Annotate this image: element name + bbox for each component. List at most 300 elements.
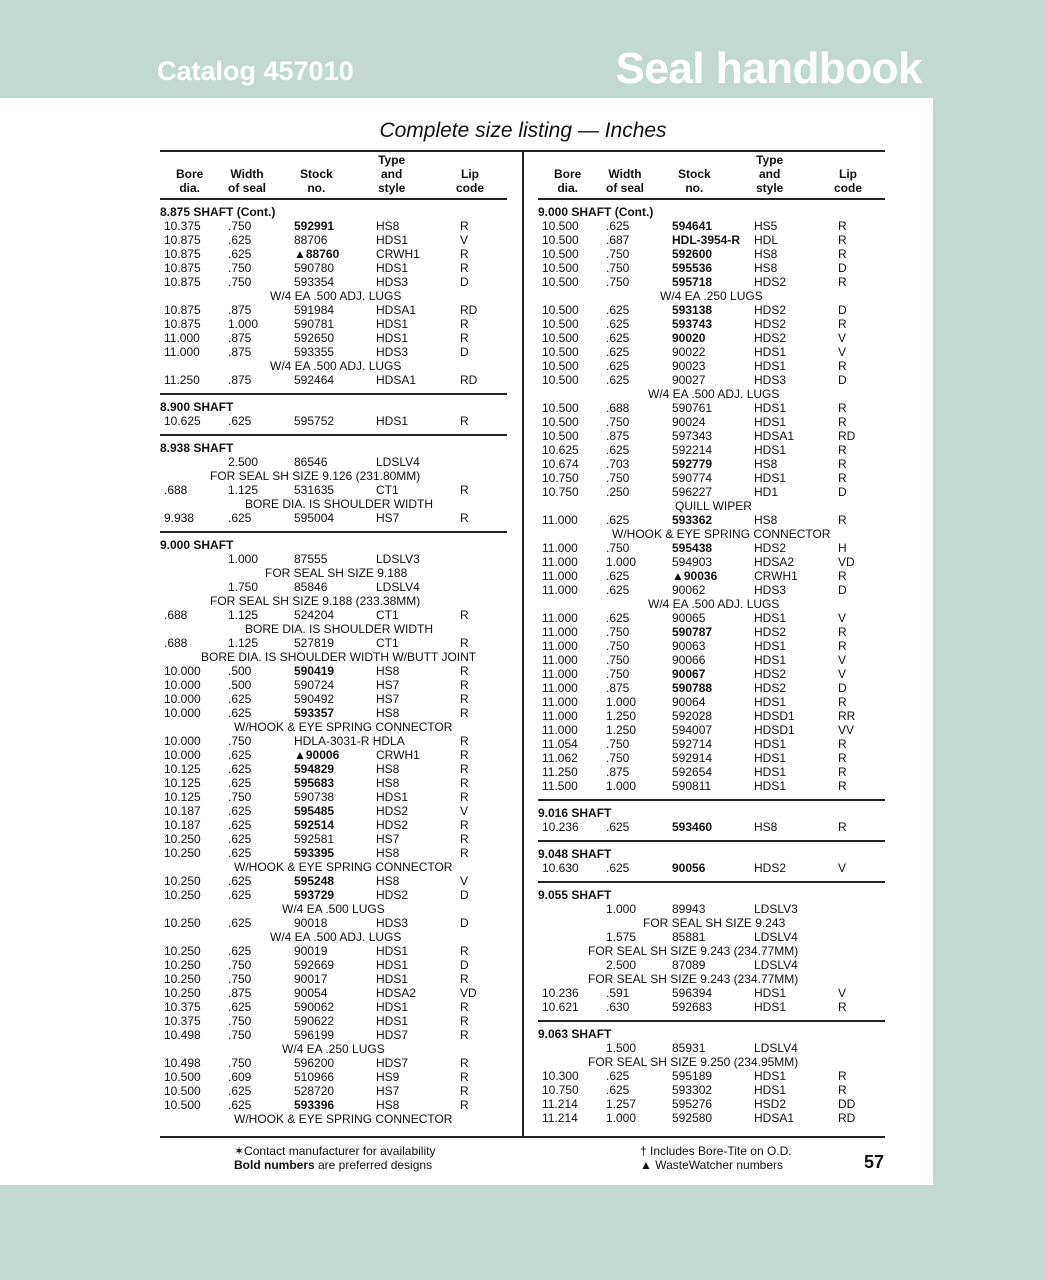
seal-width: 1.250	[606, 723, 637, 737]
type-style: HDS1	[754, 1083, 787, 1097]
bore-dia: 10.125	[164, 790, 201, 804]
seal-width: 1.000	[606, 695, 637, 709]
seal-width: .750	[606, 541, 630, 555]
type-style: HS5	[754, 219, 778, 233]
stock-no: 592214	[672, 443, 713, 457]
stock-no: 590811	[672, 779, 712, 793]
lip-code: R	[838, 765, 847, 779]
bore-dia: 10.500	[164, 1098, 201, 1112]
row-note: FOR SEAL SH SIZE 9.188	[265, 566, 408, 580]
lip-code: R	[460, 944, 469, 958]
bore-dia: 11.000	[542, 569, 578, 583]
bore-dia: 10.625	[542, 443, 579, 457]
type-style: HDSA2	[376, 986, 417, 1000]
header-width-line: Width	[230, 167, 264, 181]
table-row	[160, 706, 507, 720]
table-row	[160, 1028, 507, 1042]
table-row	[160, 580, 507, 594]
type-style: HDS1	[754, 695, 787, 709]
type-style: HDS1	[376, 790, 409, 804]
table-row	[538, 667, 885, 681]
bore-dia: 11.214	[542, 1097, 578, 1111]
stock-no: 531635	[294, 483, 335, 497]
lip-code: R	[460, 414, 469, 428]
table-row	[160, 317, 507, 331]
stock-no: 592654	[672, 765, 713, 779]
stock-no: 597343	[672, 429, 713, 443]
stock-no: ▲88760	[294, 247, 340, 261]
seal-width: 1.125	[228, 483, 259, 497]
stock-no: 90023	[672, 359, 706, 373]
stock-no: ▲90006	[294, 748, 340, 762]
stock-no: 591984	[294, 303, 335, 317]
stock-no: 592028	[672, 709, 713, 723]
type-style: HDS1	[754, 611, 787, 625]
type-style: HDS1	[376, 317, 409, 331]
stock-no: 595536	[672, 261, 713, 275]
stock-no: 596199	[294, 1028, 335, 1042]
bore-dia: 10.500	[542, 261, 579, 275]
bore-dia: 10.875	[164, 303, 201, 317]
table-row	[160, 219, 507, 233]
lip-code: R	[460, 706, 469, 720]
bore-dia: 10.500	[542, 359, 579, 373]
table-row	[160, 748, 507, 762]
type-style: HDS1	[376, 1014, 409, 1028]
seal-width: .625	[228, 818, 252, 832]
shaft-section	[538, 1022, 885, 1125]
lip-code: R	[838, 569, 847, 583]
seal-width: .625	[606, 569, 630, 583]
table-row	[538, 373, 885, 387]
type-style: HS8	[376, 762, 400, 776]
lip-code: R	[838, 247, 847, 261]
table-row	[538, 1041, 885, 1055]
lip-code: D	[838, 485, 847, 499]
type-style: HDS3	[376, 275, 409, 289]
bore-dia: 11.214	[542, 1111, 578, 1125]
seal-width: .591	[606, 986, 630, 1000]
footer-bold-note	[234, 1158, 435, 1172]
left-column	[160, 152, 507, 1126]
lip-code: R	[460, 1028, 469, 1042]
bore-dia: 11.000	[542, 611, 578, 625]
bore-dia: 11.500	[542, 779, 578, 793]
stock-no: 594903	[672, 555, 713, 569]
stock-no: 90022	[672, 345, 706, 359]
type-style: LDSLV3	[376, 552, 420, 566]
bore-dia: 11.000	[164, 331, 200, 345]
table-row	[538, 902, 885, 916]
seal-width: .750	[606, 625, 630, 639]
seal-width: .625	[228, 762, 252, 776]
stock-no: 510966	[294, 1070, 335, 1084]
type-style: HDS1	[754, 1069, 787, 1083]
type-style: LDSLV4	[376, 455, 420, 469]
type-style: HDL	[754, 233, 779, 247]
table-row	[538, 1097, 885, 1111]
table-row	[538, 555, 885, 569]
seal-width: .625	[606, 317, 630, 331]
table-row	[160, 1056, 507, 1070]
table-row	[538, 233, 885, 247]
lip-code: R	[838, 359, 847, 373]
bore-dia: 10.250	[164, 986, 201, 1000]
stock-no: 592600	[672, 247, 713, 261]
row-note: W/HOOK & EYE SPRING CONNECTOR	[234, 860, 453, 874]
table-row	[538, 681, 885, 695]
stock-no: 592714	[672, 737, 713, 751]
type-style: HDS1	[754, 765, 787, 779]
type-style: CRWH1	[754, 569, 798, 583]
bore-dia: 9.938	[164, 511, 195, 525]
table-row	[538, 653, 885, 667]
lip-code: RD	[460, 373, 478, 387]
bore-dia: 10.125	[164, 776, 201, 790]
bore-dia: 10.875	[164, 261, 201, 275]
type-style: HDS3	[754, 373, 787, 387]
type-style: HS8	[376, 776, 400, 790]
bore-dia: 11.000	[542, 541, 578, 555]
seal-width: .625	[228, 944, 252, 958]
seal-width: .750	[606, 247, 630, 261]
lip-code: R	[838, 513, 847, 527]
seal-width: .625	[228, 414, 252, 428]
footer-bold-rest: are preferred designs	[314, 1158, 433, 1172]
table-row	[538, 1069, 885, 1083]
stock-no: 595189	[672, 1069, 713, 1083]
seal-width: 1.750	[228, 580, 259, 594]
stock-no: 593396	[294, 1098, 335, 1112]
bore-dia: 10.000	[164, 734, 201, 748]
lip-code: R	[838, 317, 847, 331]
lip-code: R	[460, 317, 469, 331]
header-bore-line: dia.	[557, 181, 578, 195]
seal-width: .750	[606, 639, 630, 653]
seal-width: .500	[228, 678, 252, 692]
bore-dia: 11.000	[542, 639, 578, 653]
stock-no: 594829	[294, 762, 335, 776]
lip-code: R	[838, 1083, 847, 1097]
table-row	[538, 401, 885, 415]
seal-width: .625	[228, 706, 252, 720]
bore-dia: 11.000	[542, 723, 578, 737]
table-row	[538, 541, 885, 555]
page-subtitle: Complete size listing — Inches	[379, 119, 667, 142]
right-column	[538, 152, 885, 1125]
row-note: FOR SEAL SH SIZE 9.126 (231.80MM)	[210, 469, 421, 483]
seal-width: .750	[228, 1014, 252, 1028]
table-row	[538, 359, 885, 373]
bore-dia: 10.300	[542, 1069, 579, 1083]
seal-width: .625	[606, 1083, 630, 1097]
shaft-section-title: 8.875 SHAFT (Cont.)	[160, 205, 276, 219]
shaft-section-title: 9.000 SHAFT	[160, 538, 234, 552]
table-row	[538, 331, 885, 345]
stock-no: 90067	[672, 667, 706, 681]
lip-code: R	[460, 1000, 469, 1014]
row-note: W/4 EA .500 LUGS	[282, 902, 385, 916]
lip-code: R	[460, 748, 469, 762]
seal-width: .625	[606, 861, 630, 875]
lip-code: R	[460, 331, 469, 345]
table-row	[538, 1000, 885, 1014]
type-style: HDS1	[754, 345, 787, 359]
lip-code: R	[838, 779, 847, 793]
table-row	[538, 219, 885, 233]
bore-dia: 10.674	[542, 457, 579, 471]
row-note: FOR SEAL SH SIZE 9.243 (234.77MM)	[588, 944, 799, 958]
type-style: HDS2	[754, 275, 787, 289]
shaft-section	[538, 801, 885, 842]
bore-dia: 10.630	[542, 861, 579, 875]
lip-code: R	[838, 219, 847, 233]
lip-code: R	[460, 664, 469, 678]
table-row	[538, 513, 885, 527]
type-style: HDS1	[376, 972, 409, 986]
lip-code: V	[460, 804, 469, 818]
type-style: HDS1	[376, 261, 409, 275]
stock-no: 595752	[294, 414, 335, 428]
bore-dia: 10.500	[542, 219, 579, 233]
lip-code: R	[460, 247, 469, 261]
type-style: LDSLV4	[376, 580, 420, 594]
seal-width: .625	[606, 611, 630, 625]
stock-no: 590492	[294, 692, 335, 706]
seal-width: 1.575	[606, 930, 637, 944]
seal-width: .875	[228, 331, 252, 345]
stock-no: 590062	[294, 1000, 335, 1014]
seal-width: 1.000	[606, 555, 637, 569]
seal-width: .750	[606, 653, 630, 667]
footer-right-notes	[640, 1144, 792, 1172]
seal-width: .750	[228, 219, 252, 233]
bore-dia: 10.750	[542, 485, 579, 499]
type-style: HS8	[754, 820, 778, 834]
type-style: HDS7	[376, 1056, 409, 1070]
table-row	[160, 414, 507, 428]
stock-no: 592650	[294, 331, 335, 345]
seal-width: .625	[228, 804, 252, 818]
seal-width: .750	[228, 1056, 252, 1070]
seal-width: .750	[606, 471, 630, 485]
seal-width: 1.500	[606, 1041, 637, 1055]
stock-no: 593743	[672, 317, 713, 331]
stock-no: 90066	[672, 653, 706, 667]
lip-code: V	[838, 331, 847, 345]
type-style: HDS1	[754, 401, 787, 415]
seal-width: .625	[228, 748, 252, 762]
seal-width: .625	[228, 1098, 252, 1112]
seal-width: .875	[606, 681, 630, 695]
stock-no: 87555	[294, 552, 328, 566]
header-type	[756, 153, 783, 195]
row-note: QUILL WIPER	[675, 499, 752, 513]
footer-wastewatcher-note: ▲ WasteWatcher numbers	[640, 1158, 784, 1172]
stock-no: 596394	[672, 986, 713, 1000]
stock-no: 595718	[672, 275, 713, 289]
footer-boretite-note: † Includes Bore-Tite on O.D.	[640, 1144, 792, 1158]
seal-width: .625	[606, 513, 630, 527]
bore-dia: 10.500	[542, 303, 579, 317]
shaft-section	[538, 200, 885, 801]
table-row	[160, 916, 507, 930]
bore-dia: 10.500	[542, 275, 579, 289]
stock-no: 595438	[672, 541, 713, 555]
table-row	[160, 776, 507, 790]
bore-dia: 10.500	[542, 247, 579, 261]
stock-no: 90017	[294, 972, 328, 986]
type-style: LDSLV4	[754, 958, 798, 972]
table-row	[538, 723, 885, 737]
type-style: HDSA2	[754, 555, 795, 569]
header-width	[606, 167, 644, 195]
row-note: FOR SEAL SH SIZE 9.243 (234.77MM)	[588, 972, 799, 986]
seal-width: .625	[606, 219, 630, 233]
type-style: HDS2	[754, 625, 787, 639]
row-note: W/4 EA .500 ADJ. LUGS	[270, 289, 402, 303]
type-style: HDS2	[754, 541, 787, 555]
table-row	[538, 695, 885, 709]
seal-width: .625	[606, 443, 630, 457]
lip-code: R	[460, 511, 469, 525]
bore-dia: 10.187	[164, 804, 201, 818]
shaft-section	[160, 533, 507, 1126]
type-style: HDS1	[754, 986, 787, 1000]
table-row	[538, 986, 885, 1000]
type-style: HDS2	[754, 681, 787, 695]
table-row	[538, 443, 885, 457]
stock-no: 90065	[672, 611, 706, 625]
footer-contact-note: ✶Contact manufacturer for availability	[234, 1144, 436, 1158]
lip-code: R	[838, 820, 847, 834]
bore-dia: 11.000	[542, 709, 578, 723]
seal-width: .875	[228, 373, 252, 387]
shaft-section-title: 9.000 SHAFT (Cont.)	[538, 205, 654, 219]
bore-dia: 11.000	[542, 681, 578, 695]
seal-width: .750	[228, 734, 252, 748]
seal-width: 1.125	[228, 608, 259, 622]
footer-left-notes	[234, 1144, 435, 1172]
lip-code: D	[460, 888, 469, 902]
row-note: W/HOOK & EYE SPRING CONNECTOR	[612, 527, 831, 541]
lip-code: V	[838, 345, 847, 359]
stock-no: 595004	[294, 511, 335, 525]
stock-no: 593138	[672, 303, 713, 317]
lip-code: D	[460, 345, 469, 359]
page-number: 57	[864, 1152, 885, 1172]
lip-code: R	[460, 762, 469, 776]
type-style: HDS2	[754, 667, 787, 681]
stock-no: 592683	[672, 1000, 713, 1014]
type-style: HDSA1	[376, 303, 417, 317]
lip-code: R	[460, 692, 469, 706]
header-lip-line: code	[834, 181, 863, 195]
stock-no: ▲90036	[672, 569, 718, 583]
lip-code: R	[460, 776, 469, 790]
table-row	[538, 861, 885, 875]
lip-code: V	[838, 861, 847, 875]
header-lip-line: code	[456, 181, 485, 195]
row-note: BORE DIA. IS SHOULDER WIDTH W/BUTT JOINT	[201, 650, 477, 664]
table-row	[538, 485, 885, 499]
table-row	[160, 261, 507, 275]
seal-width: .750	[228, 972, 252, 986]
type-style: HS8	[376, 1098, 400, 1112]
lip-code: D	[460, 958, 469, 972]
lip-code: RD	[838, 429, 856, 443]
stock-no: 594641	[672, 219, 713, 233]
type-style: HDS1	[754, 751, 787, 765]
table-row	[160, 483, 507, 497]
seal-width: .750	[228, 1028, 252, 1042]
header-width	[228, 167, 266, 195]
seal-width: 1.000	[606, 1111, 637, 1125]
header-bore	[554, 167, 581, 195]
table-row	[538, 930, 885, 944]
bore-dia: 10.500	[542, 331, 579, 345]
stock-no: 590761	[672, 401, 713, 415]
table-row	[538, 751, 885, 765]
stock-no: 593355	[294, 345, 335, 359]
lip-code: D	[838, 583, 847, 597]
lip-code: VD	[460, 986, 477, 1000]
type-style: HDSD1	[754, 709, 795, 723]
seal-width: .625	[606, 359, 630, 373]
bore-dia: 10.250	[164, 832, 201, 846]
bore-dia: 10.000	[164, 692, 201, 706]
row-note: W/4 EA .250 LUGS	[282, 1042, 385, 1056]
bore-dia: 10.625	[164, 414, 201, 428]
header-type-line: and	[381, 167, 403, 181]
row-note: BORE DIA. IS SHOULDER WIDTH	[245, 622, 434, 636]
table-row	[160, 275, 507, 289]
lip-code: R	[460, 972, 469, 986]
bore-dia: 10.500	[542, 345, 579, 359]
bore-dia: 10.375	[164, 219, 201, 233]
stock-no: 590724	[294, 678, 335, 692]
bore-dia: 10.500	[542, 401, 579, 415]
lip-code: R	[460, 678, 469, 692]
table-row	[160, 790, 507, 804]
table-row	[538, 1111, 885, 1125]
seal-width: .750	[228, 958, 252, 972]
type-style: HDS1	[376, 1000, 409, 1014]
stock-no: 90018	[294, 916, 328, 930]
lip-code: DD	[838, 1097, 856, 1111]
seal-width: .703	[606, 457, 630, 471]
stock-no: 593395	[294, 846, 335, 860]
header-bore-line: Bore	[554, 167, 582, 181]
table-row	[538, 820, 885, 834]
table-row	[160, 1084, 507, 1098]
table-row	[538, 958, 885, 972]
table-row	[160, 303, 507, 317]
bore-dia: 10.236	[542, 986, 579, 1000]
bore-dia: 10.000	[164, 678, 201, 692]
lip-code: R	[460, 734, 469, 748]
table-row	[538, 569, 885, 583]
lip-code: R	[838, 415, 847, 429]
table-row	[538, 247, 885, 261]
seal-width: 1.000	[606, 902, 637, 916]
type-style: LDSLV4	[754, 930, 798, 944]
type-style: HDS7	[376, 1028, 409, 1042]
type-style: HDS1	[376, 958, 409, 972]
stock-no: 90024	[672, 415, 706, 429]
shaft-section-title: 8.938 SHAFT	[160, 441, 234, 455]
lip-code: V	[838, 667, 847, 681]
